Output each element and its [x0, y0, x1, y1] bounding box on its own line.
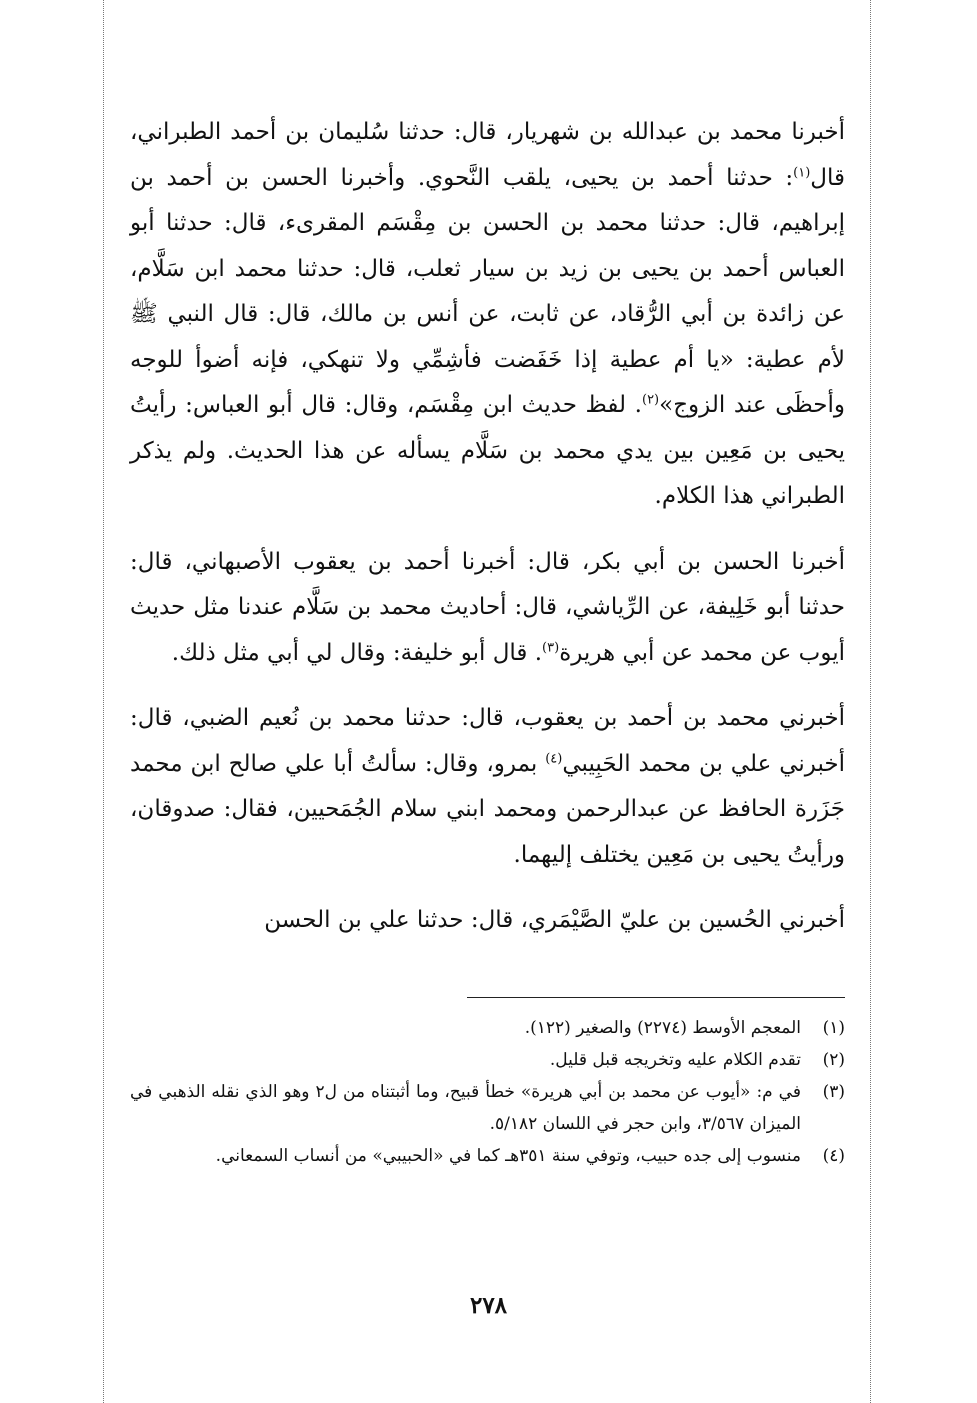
footnote-text: في م: «أيوب عن محمد بن أبي هريرة» خطأ قبيح، وما أثبتناه من ل٢ وهو الذي نقله الذهبي في الميزان ٣/٥٦٧، وابن حجر في اللسان ٥/١٨٢.: [130, 1082, 801, 1134]
footnote: [130, 1044, 845, 1076]
footnotes: [130, 1012, 845, 1172]
scan-margin-line-left: [103, 0, 104, 1403]
footnote-ref: (٣): [542, 639, 560, 655]
paragraph: أخبرنا الحسن بن أبي بكر، قال: أخبرنا أحمد بن يعقوب الأصبهاني، قال: حدثنا أبو خَلِيفة، عن الرِّياشي، قال: أحاديث محمد بن سَلَّام عندنا مثل حديث أيوب عن محمد عن أبي هريرة$^{(٣)}$. قال أبو خليفة: وقال لي أبي مثل ذلك.: [130, 548, 845, 666]
footnote-ref: (٢): [641, 392, 660, 408]
footnote-number: (١): [822, 1018, 845, 1038]
footnote-separator: [467, 997, 845, 998]
footnote-text: منسوب إلى جده حبيب، وتوفي سنة ٣٥١هـ كما في «الحبيبي» من أنساب السمعاني.: [215, 1146, 801, 1166]
main-text: [130, 110, 845, 944]
footnote-number: (٣): [822, 1082, 845, 1102]
footnote: [130, 1140, 845, 1172]
paragraph: أخبرني محمد بن أحمد بن يعقوب، قال: حدثنا محمد بن نُعيم الضبي، قال: أخبرني علي بن محمد الحَبِيبي$^{(٤)}$ بمرو، وقال: سألتُ أبا علي صالح ابن محمد جَزَرة الحافظ عن عبدالرحمن ومحمد ابني سلام الجُمَحيين، فقال: صدوقان، ورأيتُ يحيى بن مَعِين يختلف إليهما.: [130, 705, 846, 868]
paragraph: أخبرنا محمد بن عبدالله بن شهريار، قال: حدثنا سُليمان بن أحمد الطبراني، قال$^{(١)}$: حدثنا أحمد بن يحيى، يلقب النَّحوي. وأخبرنا الحسن بن أحمد بن إبراهيم، قال: حدثنا محمد بن الحسن بن مِقْسَم المقرىء، قال: حدثنا أبو العباس أحمد بن يحيى بن زيد بن سيار ثعلب، قال: حدثنا محمد ابن سَلَّام، عن زائدة بن أبي الرُّقاد، عن ثابت، عن أنس بن مالك، قال: قال النبي ﷺ لأم عطية: «يا أم عطية إذا خَفَضت فأشِمِّي ولا تنهكي، فإنه أضوأ للوجه وأحظَى عند الزوج»$^{(٢)}$. لفظ حديث ابن مِقْسَم، وقال: قال أبو العباس: رأيتُ يحيى بن مَعِين بين يدي محمد بن سَلَّام يسأله عن هذا الحديث. ولم يذكر الطبراني هذا الكلام.: [130, 119, 845, 509]
footnote-ref: (٤): [545, 750, 563, 766]
footnote-ref: (١): [793, 164, 811, 180]
paragraph: أخبرني الحُسين بن عليّ الصَّيْمَري، قال: حدثنا علي بن الحسن: [264, 907, 845, 933]
footnote: [130, 1076, 845, 1140]
footnote-text: المعجم الأوسط (٢٢٧٤) والصغير (١٢٢).: [524, 1018, 801, 1038]
footnote: [130, 1012, 845, 1044]
footnote-number: (٢): [822, 1050, 845, 1070]
scan-margin-line-right: [870, 0, 871, 1403]
footnote-text: تقدم الكلام عليه وتخريجه قبل قليل.: [549, 1050, 801, 1070]
footnote-number: (٤): [822, 1146, 845, 1166]
page-number: ٢٧٨: [469, 1292, 508, 1319]
